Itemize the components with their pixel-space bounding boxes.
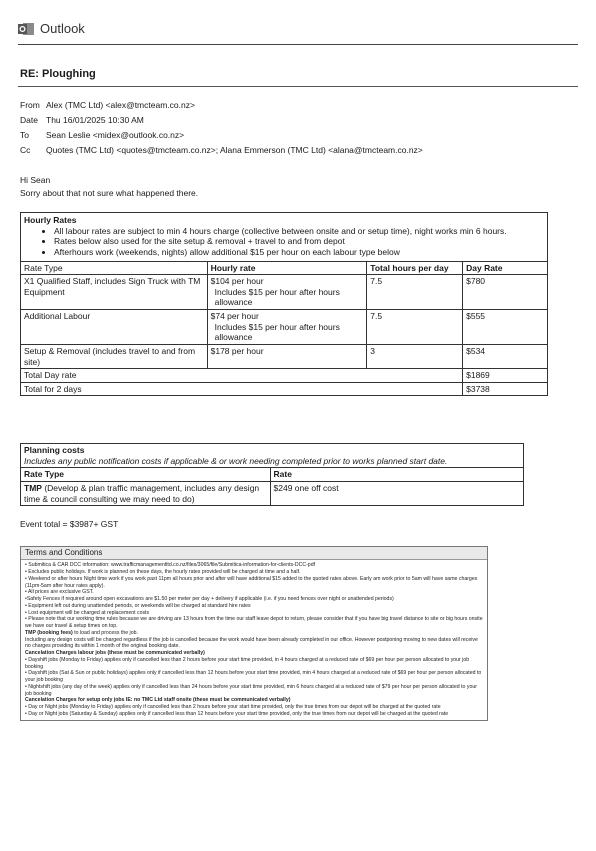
rate-type: Additional Labour [21,310,208,345]
email-meta [20,98,423,158]
outlook-icon [18,22,34,36]
terms-line: • Lost equipment will be charged at replacement costs [25,609,150,616]
hourly-rate [207,310,367,345]
terms-line: • Please note that our working time rules because we are driving are 13 hours from the time our staff leave depot to return, please consider that if you have big travel distance to site or big hours onsite we have our travel & setup times on top. [25,616,483,630]
planning-costs-table [20,443,524,506]
terms-line: Including any design costs will be charged regardless if the job is cancelled because the work would have been already completed in our office. However postponing moving to new dates will receive no charges providing its within 1 month of the original booking date. [25,636,478,650]
email-subject: RE: Ploughing [20,68,96,80]
tmp-fees [25,630,483,637]
table-row [21,310,548,345]
hourly-rates-table [20,212,548,396]
planning-subtitle: Includes any public notification costs if applicable & or work needing completed prior to works planned start date. [24,455,448,466]
from-value[interactable]: Alex (TMC Ltd) <alex@tmcteam.co.nz> [46,100,195,111]
hourly-notes [21,213,548,262]
rate-type [21,481,271,505]
table-row [21,275,548,310]
terms-line: • Dayshift jobs (Monday to Friday) applies only if cancelled less than 2 hours before your start time provided, in 4 hours charged at a reduced rate of $69 per hour per person allocated to your job booking [25,656,470,670]
tmp-fees-label: TMP (booking fees) [25,629,73,636]
day-rate: $534 [463,344,548,368]
to-value[interactable]: Sean Leslie <midex@outlook.co.nz> [46,130,185,141]
terms-line: • Dayshift jobs (Sat & Sun or public holidays) applies only if cancelled less than 12 hours before your start time provided, min 4 hours charged at a reduced rate of $69 per hour per person allocated to your job booking [25,670,482,684]
total-row [21,369,548,383]
header-cell: Rate Type [21,261,208,275]
header-cell: Hourly rate [207,261,367,275]
terms-line: • Submitica & CAR DCC information: www.trafficmanagementltd.co.nz/files/3065/file/Submitica-information-for-clients-DCC-pdf [25,562,316,569]
table-header-row [21,468,524,482]
terms-line: • Weekend or after hours Night time work if you work past 11pm all hours prior and after will have additional $15 added to the quoted rates above. Early am work prior to 5am will have same charges (11pm-5am after hour rates apply). [25,575,478,589]
total-2-value: $3738 [463,382,548,396]
rate-value: $74 per hour [210,311,259,321]
hours: 7.5 [367,275,463,310]
app-header [18,14,578,45]
rate-note: Includes $15 per hour after hours allowance [214,321,340,343]
table-header-row [21,261,548,275]
header-cell: Rate [270,468,523,482]
table-row [21,481,524,505]
cancel-setup-title: Cancelation Charges for setup only jobs IE: no TMC Ltd staff onsite (these must be communicated verbally) [25,697,291,704]
terms-body [21,560,487,719]
header-cell: Rate Type [21,468,271,482]
header-cell: Day Rate [463,261,548,275]
header-cell: Total hours per day [367,261,463,275]
email-body [20,175,198,201]
terms-line: •Safety Fences if required around open excavations are $1.50 per meter per day + delivery if applicable (i.e. if you need fences over night or unattended periods) [25,596,394,603]
greeting: Hi Sean [20,175,51,185]
terms-line: • Excludes public holidays. If work is planned on these days, the hourly rates provided will be charged at time and a half. [25,569,301,576]
terms-line: • Day or Night jobs (Monday to Friday) applies only if cancelled less than 2 hours before your start time provided, only the true times from our depot will be charged at the quoted rate [25,704,441,711]
terms-line: • Day or Night jobs (Saturday & Sunday) applies only if cancelled less than 12 hours before your start time provided, only the true times from our depot will be charged at the quoted rate [25,710,449,717]
terms-title: Terms and Conditions [21,547,487,560]
hours: 3 [367,344,463,368]
rate-value: $249 one off cost [270,481,523,505]
date-label: Date [20,115,38,126]
note-item: • All labour rates are subject to min 4 hours charge (collective between onsite and or setup time), night works min 6 hours. [54,226,544,237]
total-day-label: Total Day rate [21,369,463,383]
note-item: • Afterhours work (weekends, nights) allow additional $15 per hour on each labour type below [54,247,544,258]
terms-box [20,546,488,721]
terms-line: • Nightshift jobs (any day of the week) applies only if cancelled less than 24 hours before your start time provided, min 6 hours charged at a reduced rate of $79 per hour per person allocated to your job booking [25,683,477,697]
from-label: From [20,100,40,111]
total-2-label: Total for 2 days [21,382,463,396]
total-day-value: $1869 [463,369,548,383]
rate-type: Setup & Removal (includes travel to and from site) [21,344,208,368]
tmp-label: TMP [24,482,42,493]
table-row [21,344,548,368]
tmp-desc: (Develop & plan traffic management, includes any design time & council consulting we may need to do) [24,482,260,504]
rate-type: X1 Qualified Staff, includes Sign Truck with TM Equipment [21,275,208,310]
event-total: Event total = $3987+ GST [20,519,119,529]
rate-note: Includes $15 per hour after hours allowance [214,286,340,308]
hourly-rate: $178 per hour [207,344,367,368]
terms-line: • All prices are exclusive GST. [25,589,94,596]
day-rate: $555 [463,310,548,345]
cancel-labour-title: Cancelation Charges labour jobs (these must be communicated verbally) [25,650,205,657]
hourly-notes-list [24,226,544,258]
tmp-fees-text: to load and process the job. [72,629,138,636]
rate-value: $104 per hour [210,276,264,287]
note-item: • Rates below also used for the site setup & removal + travel to and from depot [54,236,544,247]
planning-header [21,444,524,468]
body-line: Sorry about that not sure what happened there. [20,188,199,198]
day-rate: $780 [463,275,548,310]
hourly-title: Hourly Rates [24,215,77,225]
to-label: To [20,130,29,141]
app-name: Outlook [40,21,85,36]
cc-value[interactable]: Quotes (TMC Ltd) <quotes@tmcteam.co.nz>; Alana Emmerson (TMC Ltd) <alana@tmcteam.co.nz> [46,145,423,156]
cc-label: Cc [20,145,31,156]
date-value: Thu 16/01/2025 10:30 AM [46,115,144,126]
terms-line: • Equipment left out during unattended periods, or weekends will be charged at standard hire rates [25,602,251,609]
divider [18,86,578,87]
hourly-rate [207,275,367,310]
planning-title: Planning costs [24,445,85,455]
hours: 7.5 [367,310,463,345]
total-row [21,382,548,396]
